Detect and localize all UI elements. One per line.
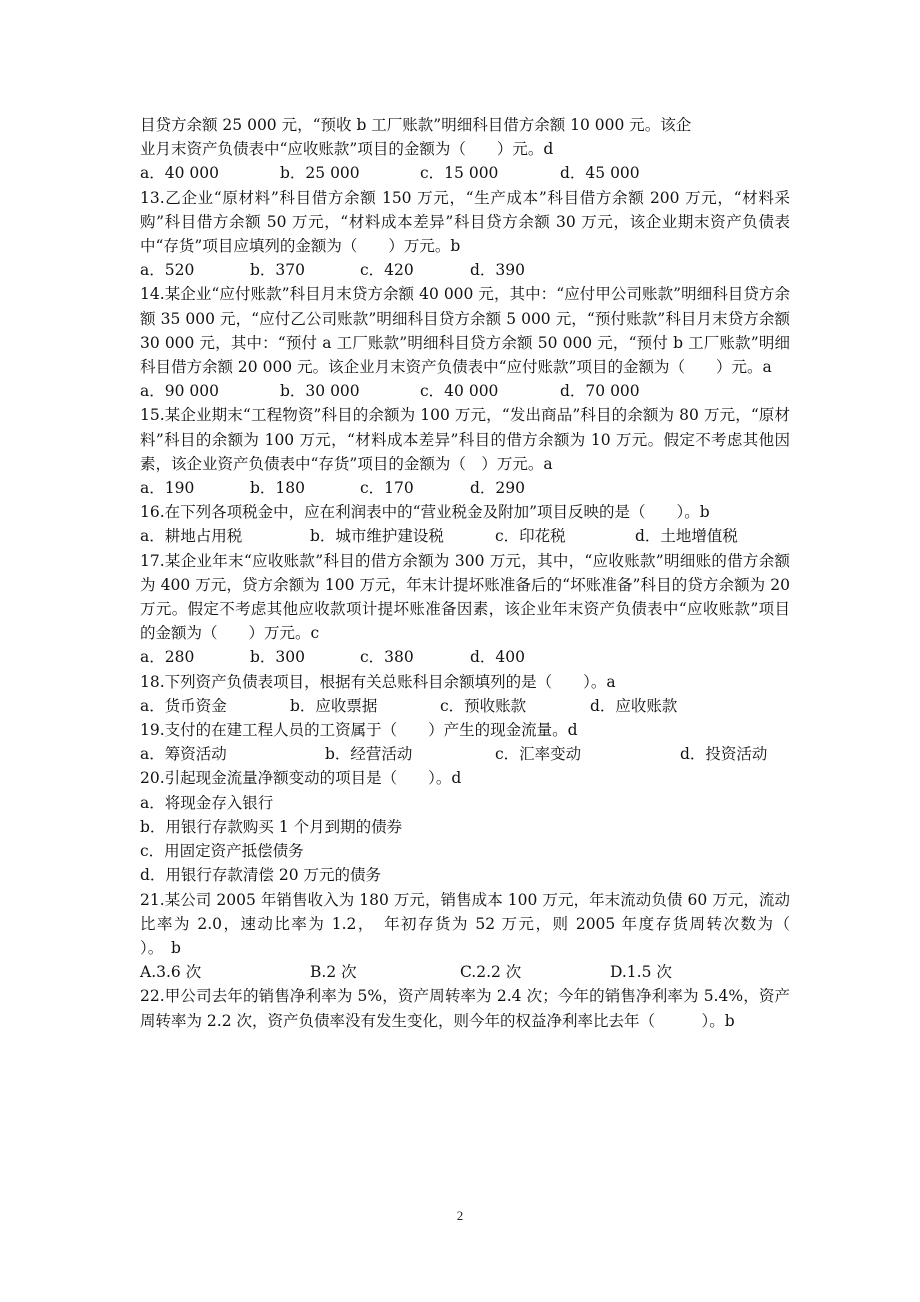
q20-option-a: a．将现金存入银行 — [140, 793, 274, 812]
q13-options — [140, 258, 790, 282]
q21-options — [140, 960, 790, 984]
q15-option-b: b．180 — [250, 479, 306, 498]
q18-option-d: d．应收账款 — [590, 696, 678, 715]
q18-option-b: b．应收票据 — [290, 696, 378, 715]
q15-option-a: a．190 — [140, 479, 195, 498]
q19-option-c: c．汇率变动 — [495, 745, 582, 764]
q20-option-b: b．用银行存款购买 1 个月到期的债券 — [140, 817, 403, 836]
q14-stem: 14.某企业“应付账款”科目月末贷方余额 40 000 元，其中：“应付甲公司账款”明细科目贷方余额 35 000 元，“应付乙公司账款”明细科目贷方余额 5 000 元，“预付账款”科目月末贷方余额 30 000 元，其中：“预付 a 工厂账款”明细科目贷方余额 50 000 元，“预付 b 工厂账款”明细科目借方余额 20 000 元。该企业月末资产负债表中“应付账款”项目的金额为（ ）元。a — [140, 285, 790, 377]
q21-stem: 21.某公司 2005 年销售收入为 180 万元，销售成本 100 万元，年末流动负债 60 万元，流动比率为 2.0，速动比率为 1.2， 年初存货为 52 万元，则 2005 年度存货周转次数为（ ）。 b — [140, 890, 837, 957]
q19-option-b: b．经营活动 — [325, 745, 413, 764]
q15-options — [140, 476, 790, 500]
q12-option-b: b．25 000 — [280, 164, 360, 183]
q13-option-c: c．420 — [360, 261, 414, 280]
q18-option-a: a．货币资金 — [140, 696, 227, 715]
q16-option-d: d．土地增值税 — [635, 527, 738, 546]
q16-option-a: a．耕地占用税 — [140, 527, 243, 546]
q18-options — [140, 694, 790, 718]
q13-option-b: b．370 — [250, 261, 306, 280]
q14-option-c: c．40 000 — [420, 382, 499, 401]
q19-option-d: d．投资活动 — [680, 745, 768, 764]
q20-stem: 20.引起现金流量净额变动的项目是（ ）。d — [140, 769, 462, 788]
q12-text-line2: 业月末资产负债表中“应收账款”项目的金额为（ ）元。d — [140, 140, 554, 159]
q12-text-line1: 目贷方余额 25 000 元，“预收 b 工厂账款”明细科目借方余额 10 000 元。该企 — [140, 116, 692, 134]
q14-options — [140, 379, 790, 403]
q19-options — [140, 742, 790, 766]
q16-option-c: c．印花税 — [495, 527, 566, 546]
q15-option-d: d．290 — [470, 479, 526, 498]
q21-option-b: B.2 次 — [310, 963, 357, 982]
q17-option-c: c．380 — [360, 648, 414, 667]
q12-option-c: c．15 000 — [420, 164, 499, 183]
q17-option-a: a．280 — [140, 648, 195, 667]
q12-option-d: d．45 000 — [560, 164, 640, 183]
q13-option-a: a．520 — [140, 261, 195, 280]
q14-option-b: b．30 000 — [280, 382, 360, 401]
q12-options — [140, 161, 790, 185]
q19-stem: 19.支付的在建工程人员的工资属于（ ）产生的现金流量。d — [140, 721, 578, 740]
q12-option-a: a．40 000 — [140, 164, 219, 183]
page-number: 2 — [456, 1208, 464, 1223]
q21-option-a: A.3.6 次 — [140, 963, 202, 982]
q14-option-a: a．90 000 — [140, 382, 219, 401]
q20-option-d: d．用银行存款清偿 20 万元的债务 — [140, 866, 382, 885]
q16-options — [140, 524, 790, 548]
q17-option-d: d．400 — [470, 648, 526, 667]
q21-option-c: C.2.2 次 — [460, 963, 522, 982]
q21-option-d: D.1.5 次 — [610, 963, 672, 982]
q19-option-a: a．筹资活动 — [140, 745, 227, 764]
q18-option-c: c．预收账款 — [440, 696, 527, 715]
q17-options — [140, 645, 790, 669]
q16-option-b: b．城市维护建设税 — [310, 527, 444, 546]
q17-stem: 17.某企业年末“应收账款”科目的借方余额为 300 万元，其中，“应收账款”明细账的借方余额为 400 万元，贷方余额为 100 万元，年末计提坏账准备后的“坏账准备”科目的贷方余额为 20 万元。假定不考虑其他应收款项计提坏账准备因素，该企业年末资产负债表中“应收账款”项目的金额为（ ）万元。c — [140, 551, 790, 643]
q18-stem: 18.下列资产负债表项目，根据有关总账科目余额填列的是（ ）。a — [140, 672, 616, 691]
q14-option-d: d．70 000 — [560, 382, 640, 401]
q17-option-b: b．300 — [250, 648, 306, 667]
q16-stem: 16.在下列各项税金中，应在利润表中的“营业税金及附加”项目反映的是（ ）。b — [140, 503, 710, 522]
q13-option-d: d．390 — [470, 261, 526, 280]
q15-stem: 15.某企业期末“工程物资”科目的余额为 100 万元，“发出商品”科目的余额为 80 万元，“原材料”科目的余额为 100 万元，“材料成本差异”科目的借方余额为 10 万元。假定不考虑其他因素，该企业资产负债表中“存货”项目的金额为（ ）万元。a — [140, 406, 790, 473]
page-content — [140, 113, 837, 1033]
q13-stem: 13.乙企业“原材料”科目借方余额 150 万元，“生产成本”科目借方余额 200 万元，“材料采购”科目借方余额 50 万元，“材料成本差异”科目贷方余额 30 万元，该企业期末资产负债表中“存货”项目应填列的金额为（ ）万元。b — [140, 188, 790, 256]
q15-option-c: c．170 — [360, 479, 414, 498]
q22-stem: 22.甲公司去年的销售净利率为 5%，资产周转率为 2.4 次；今年的销售净利率为 5.4%，资产周转率为 2.2 次，资产负债率没有发生变化，则今年的权益净利率比去年（ ）。b — [140, 987, 790, 1030]
q20-option-c: c．用固定资产抵偿债务 — [140, 842, 304, 861]
